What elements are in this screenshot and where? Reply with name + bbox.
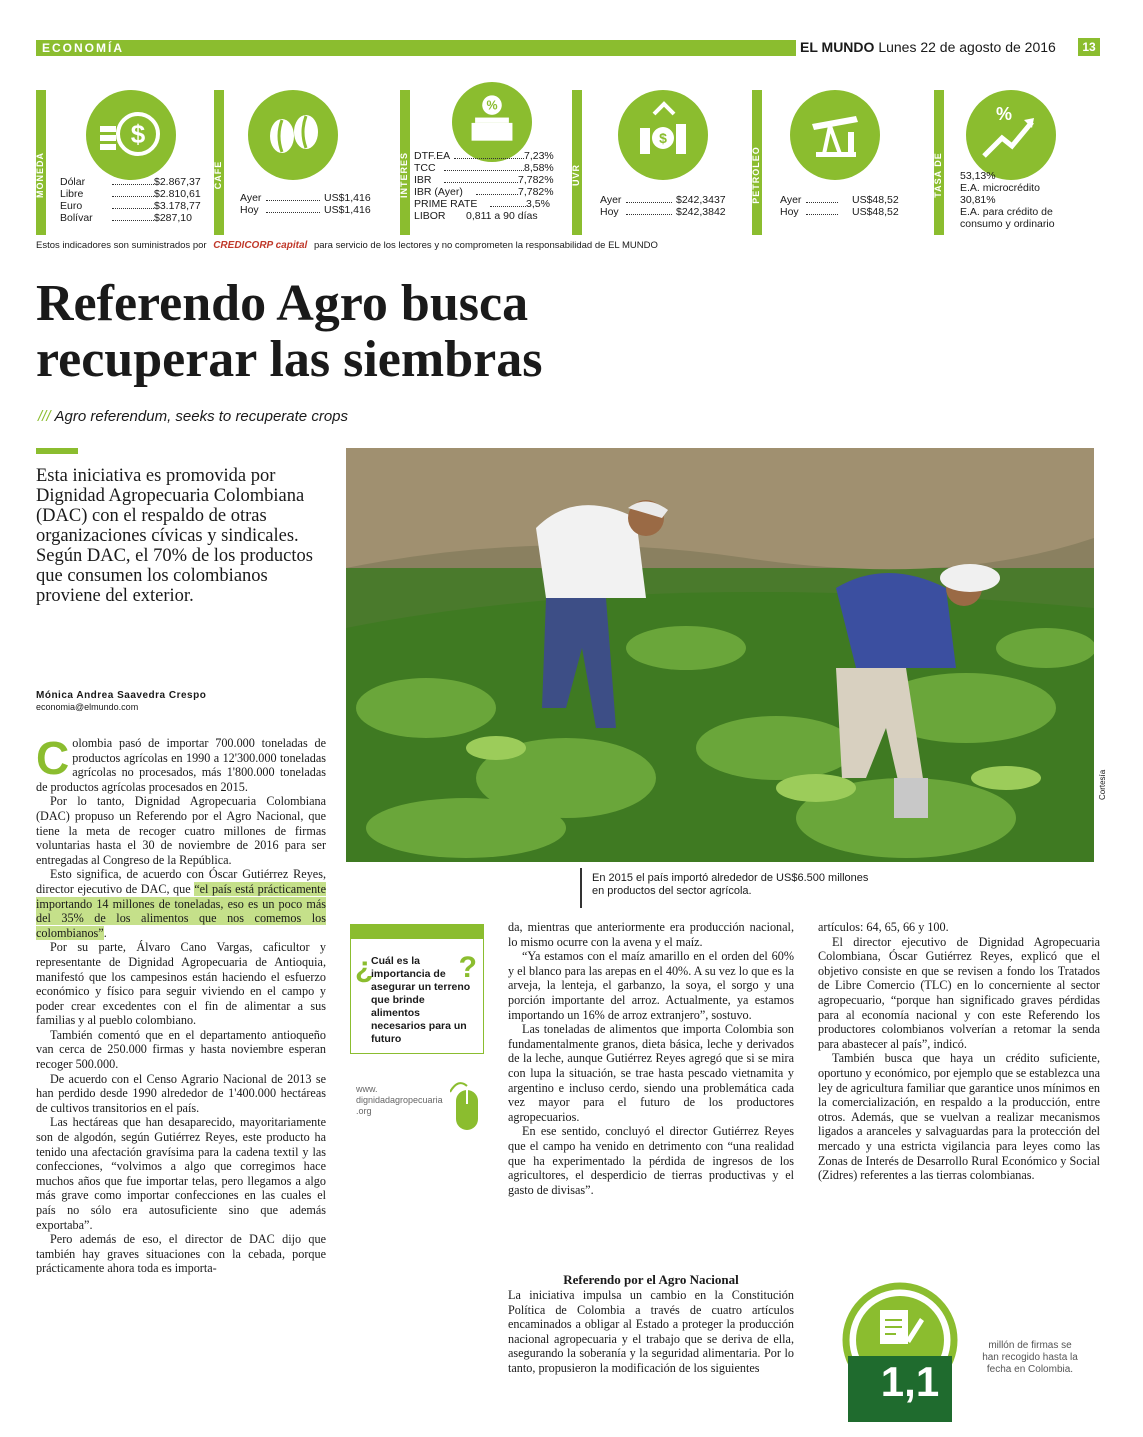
- ind-key: Ayer: [240, 192, 262, 204]
- web-line: www.: [356, 1084, 378, 1094]
- usura-line: 30,81%: [960, 194, 996, 206]
- ind-value: 0,811 a 90 días: [466, 210, 538, 222]
- ind-value: $2.810,61: [154, 188, 201, 200]
- ind-value: 3,5%: [526, 198, 550, 210]
- svg-text:$: $: [130, 119, 146, 149]
- usura-line: 53,13%: [960, 170, 996, 182]
- ind-key: Dólar: [60, 176, 86, 188]
- paper-name: EL MUNDO: [800, 39, 875, 55]
- website-reference[interactable]: [354, 1078, 494, 1138]
- ind-key: LIBOR: [414, 210, 446, 222]
- paragraph: Pero además de eso, el director de DAC dijo que también hay graves situaciones con la cebada, porque prácticamente ahora toda es importa-: [36, 1232, 326, 1276]
- percent-chart-icon: [966, 90, 1056, 180]
- ind-value: $3.178,77: [154, 200, 201, 212]
- callout-text: Cuál es la importancia de asegurar un terreno que brinde alimentos necesarios para un futuro: [371, 955, 471, 1045]
- dropcap: C: [36, 732, 70, 784]
- usura-line: consumo y ordinario: [960, 218, 1055, 230]
- ind-key: Ayer: [600, 194, 622, 206]
- usura-line: E.A. para crédito de: [960, 206, 1053, 218]
- ind-value: US$1,416: [324, 204, 371, 216]
- ind-value: $2.867,37: [154, 176, 201, 188]
- indicator-label: INTERÉS: [399, 152, 409, 199]
- ind-value: US$48,52: [852, 206, 899, 218]
- svg-text:%: %: [995, 104, 1013, 124]
- ind-key: Ayer: [780, 194, 802, 206]
- article-column-3: [818, 920, 1100, 1183]
- indicator-cafe: [214, 90, 384, 235]
- indicator-label: TASA DE USURA: [933, 152, 953, 198]
- photo-caption: En 2015 el país importó alrededor de US$6.500 millones en productos del sector agrícola.: [592, 872, 869, 897]
- farmers-photo: [346, 448, 1094, 862]
- signatures-badge: [840, 1280, 960, 1430]
- credicorp-logo: CREDICORP capital: [213, 240, 308, 251]
- paragraph: De acuerdo con el Censo Agrario Nacional de 2013 se han perdido desde 1990 alrededor de 1'400.000 hectáreas de cultivos transitorios en el país.: [36, 1071, 326, 1115]
- web-line: dignidadagropecuaria: [356, 1095, 443, 1105]
- question-open: ¿: [355, 951, 374, 984]
- indicator-label: UVR: [571, 164, 581, 187]
- headline: Referendo Agro busca recuperar las siembras: [36, 275, 543, 388]
- svg-text:$: $: [659, 130, 667, 146]
- indicator-interes: [400, 90, 570, 235]
- indicator-usura: [934, 90, 1104, 235]
- bank-growth-icon: [618, 90, 708, 180]
- paragraph: [36, 867, 326, 940]
- section-tag: ECONOMÍA: [36, 40, 796, 56]
- author-email: economia@elmundo.com: [36, 702, 139, 712]
- indicator-moneda: [36, 90, 206, 235]
- ind-key: TCC: [414, 162, 436, 174]
- coffee-beans-icon: [248, 90, 338, 180]
- paragraph: Las hectáreas que han desaparecido, mayoritariamente son de algodón, según Gutiérrez Reyes, este producto ha tenido una afectación gravísima para la cadena textil y las confecciones, “volvimos a algo que corregimos hace muchos años que fue importar telas, pero llegamos a algo más grave como importar confecciones en las cuales el país no sólo era autosuficiente sino que además exportaba”.: [36, 1115, 326, 1232]
- paragraph: También busca que haya un crédito suficiente, oportuno y económico, por ejemplo que se establezca una ley de agricultura familiar que garantice unos mínimos en la comercialización, en respaldo a la producción, entre otros. Además, que se vuelvan a realizar mecanismos ligados a aranceles y salvaguardas para la protección del mercado y una estricta vigilancia para leyes como las Zonas de Interés de Desarrollo Rural Económico y Social (Zidres) referentes a las tierras colombianas.: [818, 1051, 1100, 1183]
- indicator-label: PETRÓLEO: [751, 146, 761, 204]
- ind-key: IBR (Ayer): [414, 186, 463, 198]
- photo-credit: Cortesía: [1098, 769, 1107, 800]
- oil-pump-icon: [790, 90, 880, 180]
- indicator-label: MONEDA: [35, 152, 45, 198]
- section-subtitle: Referendo por el Agro Nacional: [563, 1272, 739, 1287]
- ind-value: $287,10: [154, 212, 192, 224]
- question-callout: [350, 924, 484, 1054]
- indicators-credit: [36, 240, 806, 252]
- paragraph-part: .: [103, 925, 107, 940]
- article-column-1: [36, 732, 326, 1276]
- subhead-text: Agro referendum, seeks to recuperate crops: [54, 408, 348, 425]
- ind-key: Hoy: [240, 204, 259, 216]
- ind-value: 8,58%: [524, 162, 554, 174]
- ind-key: IBR: [414, 174, 432, 186]
- masthead: [800, 38, 1056, 56]
- paragraph: Por su parte, Álvaro Cano Vargas, caficultor y representante de Dignidad Agropecuaria de Antioquia, manifestó que los campesinos están haciendo el esfuerzo económico y físico para seguir viviendo en el campo y poder crear excedentes con el fin de alimentar a sus familias y al pueblo colombiano.: [36, 940, 326, 1028]
- caption-bar: [580, 868, 582, 908]
- paragraph: olombia pasó de importar 700.000 toneladas de productos agrícolas en 1990 a 12'300.000 toneladas agrícolas no procesados, más 1'800.000 toneladas de productos agrícolas procesados en 2015.: [36, 736, 326, 794]
- question-close: ?: [458, 951, 477, 984]
- paragraph: “Ya estamos con el maíz amarillo en el orden del 60% y el blanco para las arepas en el 40%. A su vez lo que es la arveja, la lenteja, el garbanzo, la soya, el sorgo y una porción importante del arroz. Actualmente, ya estamos importando un 16% de arroz extranjero”, sostuvo.: [508, 949, 794, 1022]
- ind-key: Bolívar: [60, 212, 93, 224]
- web-line: .org: [356, 1106, 372, 1116]
- badge-value: 1,1: [880, 1358, 940, 1405]
- mouse-icon: [450, 1078, 484, 1134]
- ind-key: Euro: [60, 200, 83, 212]
- paragraph: También comentó que en el departamento antioqueño van cerca de 250.000 firmas y hasta noviembre esperan recoger 500.000.: [36, 1027, 326, 1072]
- byline: Mónica Andrea Saavedra Crespo: [36, 690, 207, 701]
- paragraph: Las toneladas de alimentos que importa Colombia son fundamentalmente granos, dieta básica, leche y derivados de la leche, aunque Gutiérrez Reyes agregó que si se mira con lupa la situación, se trae hasta pescado vietnamita y argentino e incluso cerdo, siendo una problemática cada vez mayor para el futuro de los productores agropecuarios.: [508, 1022, 794, 1124]
- credit-after: para servicio de los lectores y no comprometen la responsabilidad de EL MUNDO: [313, 240, 658, 251]
- svg-text:%: %: [486, 98, 498, 113]
- page-number: 13: [1078, 38, 1100, 56]
- paragraph: En ese sentido, concluyó el director Gutiérrez Reyes que el campo ha venido en detrimento con “una realidad que ha experimentado la pérdida de ingresos de los agricultores, el desperdicio de tierras productivas y el gasto de divisas”.: [508, 1124, 794, 1197]
- badge-text: millón de firmas se han recogido hasta la fecha en Colombia.: [982, 1340, 1078, 1375]
- ind-value: US$48,52: [852, 194, 899, 206]
- indicator-petroleo: [752, 90, 922, 235]
- ind-key: PRIME RATE: [414, 198, 478, 210]
- paragraph-part: Esto significa, de acuerdo con Óscar Gutiérrez Reyes, director ejecutivo de DAC, que: [36, 867, 326, 896]
- ind-value: 7,782%: [518, 174, 554, 186]
- credit-before: Estos indicadores son suministrados por: [36, 240, 207, 251]
- ind-key: Hoy: [780, 206, 799, 218]
- ind-value: $242,3842: [676, 206, 726, 218]
- ind-key: Libre: [60, 188, 84, 200]
- ind-value: $242,3437: [676, 194, 726, 206]
- ind-value: 7,23%: [524, 150, 554, 162]
- subhead: [38, 408, 348, 425]
- paragraph: artículos: 64, 65, 66 y 100.: [818, 920, 949, 934]
- article-column-2: [508, 920, 794, 1197]
- article-column-2b: [508, 1288, 794, 1376]
- subhead-slashes: ///: [38, 408, 51, 425]
- paragraph: da, mientras que anteriormente era producción nacional, lo mismo ocurre con la avena y el maíz.: [508, 920, 794, 949]
- ind-value: 7,782%: [518, 186, 554, 198]
- paragraph: La iniciativa impulsa un cambio en la Constitución Política de Colombia a través de cuatro artículos encaminados a obligar al Estado a proteger la producción nacional agropecuaria y el trabajo que se deriva de ella, asegurando la soberanía y la seguridad alimentaria. Por lo tanto, propusieron la modificación de los siguientes: [508, 1288, 794, 1375]
- highlighted-quote: “el país está prácticamente importando 14 millones de toneladas, eso es un poco más del 35% de los alimentos que nos comemos los colombianos”: [36, 881, 326, 940]
- issue-date: Lunes 22 de agosto de 2016: [878, 39, 1056, 55]
- ind-key: DTF.EA: [414, 150, 451, 162]
- indicator-label: CAFÉ: [213, 160, 223, 190]
- paragraph: El director ejecutivo de Dignidad Agropecuaria Colombiana, Óscar Gutiérrez Reyes, explicó que el objetivo consiste en que se revisen a fondo los Tratados de Libre Comercio (TLC) en lo concerniente al sector agropecuario, “porque han significado graves pérdidas para al economía nacional y con este Referendo los productores colombianos volverían a retomar la senda para abastecer al país”, indicó.: [818, 934, 1100, 1051]
- ind-key: Hoy: [600, 206, 619, 218]
- ind-value: US$1,416: [324, 192, 371, 204]
- coins-icon: [86, 90, 176, 180]
- deck: Esta iniciativa es promovida por Dignidad Agropecuaria Colombiana (DAC) con el respaldo de otras organizaciones cívicas y sindicales. Según DAC, el 70% de los productos que consumen los colombianos proviene del exterior.: [36, 466, 313, 606]
- indicator-uvr: [572, 90, 742, 235]
- deck-marker: [36, 448, 78, 454]
- paragraph: Por lo tanto, Dignidad Agropecuaria Colombiana (DAC) propuso un Referendo por el Agro Nacional, que tiene la meta de recoger cuatro millones de firmas voluntarias hasta el 30 de noviembre de 2016 para ser entregadas al Congreso de la República.: [36, 794, 326, 867]
- usura-line: E.A. microcrédito: [960, 182, 1040, 194]
